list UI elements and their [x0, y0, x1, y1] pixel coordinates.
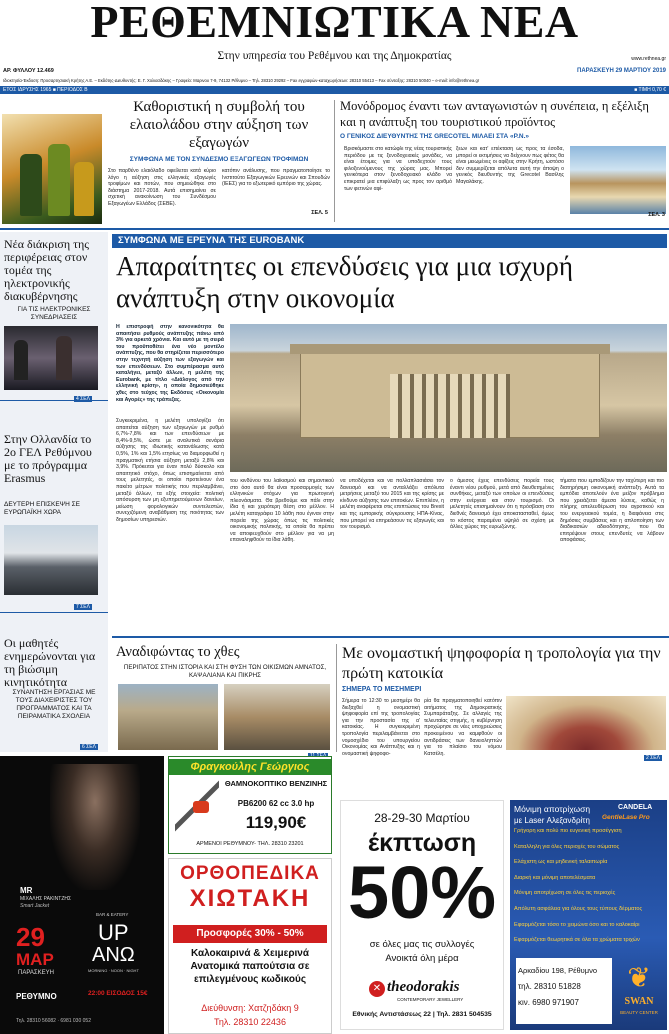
history-photo-2: [224, 684, 330, 750]
masthead-title: ΡΕΘΕΜΝΙΩΤΙΚΑ ΝΕΑ: [90, 0, 579, 47]
ad-ortho-offer: Προσφορές 30% - 50%: [173, 925, 327, 943]
ad-sale-text-2: Ανοικτά όλη μέρα: [385, 953, 459, 964]
lead-headline: Απαραίτητες οι επενδύσεις για μια ισχυρή ανάπτυξη στην οικονομία: [116, 251, 573, 313]
tourism-col-1: Βρισκόμαστε στο κατώφλι της νέας τουριστικής περιόδου με τις ξενοδοχειακές μονάδες, να είναι έτοιμες για να υποδεχτούν τους φιλοξενούμενους της χώρας μας. Μπορεί γενικότερα στον ξενοδοχειακό κλάδο να επικρατεί μια επιφύλαξη ως προς τον αριθμό των φετινών αφί-: [344, 146, 452, 192]
side1-headline: Νέα διάκριση της περιφέρειας στον τομέα της ηλεκτρονικής διακυβέρνησης: [4, 237, 90, 303]
ad-club-day: 29: [16, 922, 45, 952]
info-line: Ιδιοκτησία-Έκδοση: Προσαρτησιακή Κρήτης Α.Ε. – Εκδότης-Διευθυντής: Ε. Γ. Χολιασδάκης – Γραφείο: Μαρινου 7-9, 74132 Ρέθυμνο – Τηλ. 28310 29292 – Fax εγγραφών-καταχωρήσεων: 28310 55413 – Fax σύνταξης: 28310 50040 – e-mail: info@rethnea.gr: [3, 78, 480, 83]
ad-sale-word: έκπτωση: [367, 829, 477, 857]
ad-sale-brand: theodorakis: [387, 979, 460, 995]
ad-ortho[interactable]: [168, 858, 332, 1034]
vote-page-label: 2 ΣΕΛ: [646, 755, 660, 761]
ad-club-note: Smart Jacket: [20, 903, 50, 909]
ad-laser-phone: τηλ. 28310 51828: [518, 982, 581, 991]
ad-laser-title-2: με Laser Αλεξανδρίτη: [514, 816, 590, 825]
lead-body-2: του κινδύνου του λαϊκισμού και σημαντικού στο όσο αυτό θα είναι προσαρμογές των ελληνικών στόχων για πρωτογενή πλεονάσματα. Θα βρεθούμε και πάλι στην ίδια ή και χειρότερη θέση στο μέλλον. Η μελέτη καταγράφει 10 λάθη που έγιναν στην πορεία της χώρας όπως τις πολιτικές οικονομικής πολιτικής, τα οποία θα πρέπει να αποφευχθούν στο μέλλον για να μη επαναληφθούν τα ίδια λάθη.: [230, 478, 334, 544]
ad-club-venue-sub: MORNING · NOON · NIGHT: [88, 968, 139, 973]
divider-vertical-top: [334, 100, 335, 222]
lead-kicker: ΣΥΜΦΩΝΑ ΜΕ ΕΡΕΥΝΑ ΤΗΣ EUROBANK: [112, 234, 667, 248]
ad-garden-product: ΘΑΜΝΟΚΟΠΤΙΚΟ ΒΕΝΖΙΝΗΣ: [224, 779, 328, 788]
ad-ortho-name-2: ΧΙΩΤΑΚΗ: [189, 885, 311, 912]
lead-body-4: ο άμεσος έχεις επενδύσεις πορεία τους έναντι νέου ρυθμού, μετά από διευθετημένες συνθήκες, μεταξύ των οποίων οι επενδύσεις στην ενέργεια και στον τουρισμό. Οι μελετητές επισημαίνουν ότι η πρόσβαση στο διεθνές δανεισμό έχει αποκατασταθεί, όμως το κόστος παραμένει υψηλό σε σχέση με άλλες χώρες της ευρωζώνης.: [450, 478, 554, 531]
ad-garden-address: ΑΡΜΕΝΟΙ ΡΕΘΥΜΝΟΥ- ΤΗΛ. 28310 23201: [196, 841, 304, 847]
ad-ortho-text: Καλοκαιρινά & Χειμερινά Ανατομικά παπούτσια σε επιλεγμένους κωδικούς: [190, 948, 310, 985]
price: ■ ΤΙΜΗ 0,70 €: [634, 87, 666, 93]
side2-page-ref[interactable]: [74, 593, 92, 612]
ad-laser-address: Αρκαδίου 198, Ρέθυμνο: [518, 966, 598, 975]
ad-laser[interactable]: [510, 800, 667, 1030]
side-story-3[interactable]: [0, 612, 108, 752]
vote-col-2: ρία θα πραγματοποιηθεί κατόπιν αιτήματος της Δημοκρατικής Συμπαράταξης. Σε αλλαγές της τελευταίας στιγμής, η κυβέρνηση προχώρησε σε νέες υποχρεώσεις προκειμένου να καμφθούν οι αντιδράσεις των δανειοληπτών για το πλαίσιο του νόμου Κατσέλη.: [424, 698, 502, 757]
side1-subhead: ΓΙΑ ΤΙΣ ΗΛΕΚΤΡΟΝΙΚΕΣ ΣΥΝΕΔΡΙΑΣΕΙΣ: [17, 306, 91, 321]
side-story-2[interactable]: [0, 400, 108, 612]
ad-laser-bullet: Καταλληλη για όλες περιοχές του σώματος: [514, 843, 620, 850]
history-story[interactable]: [112, 640, 334, 754]
story-olive[interactable]: [0, 96, 332, 226]
masthead-subtitle: Στην υπηρεσία του Ρεθέμνου και της Δημοκρατίας: [217, 50, 452, 62]
side3-headline: Οι μαθητές ενημερώνονται για τη βιώσιμη κινητικότητα: [4, 636, 96, 689]
ad-laser-brand: SWAN: [624, 996, 654, 1007]
tourism-subhead: Ο ΓΕΝΙΚΟΣ ΔΙΕΥΘΥΝΤΗΣ ΤΗΣ GRECOTEL ΜΙΛΑΕΙ ΣΤΑ «Ρ.Ν.»: [340, 133, 529, 140]
ad-laser-bullet: Εφαρμόζεται τόσο το χειμώνα όσο και το καλοκαίρι: [514, 921, 640, 928]
issue-number: ΑΡ. ΦΥΛΛΟΥ 12.469: [3, 68, 54, 74]
olive-col-2: κατόπιν ανάλυσης, που πραγματοποίησε το Ινστιτούτο Εξαγωγικών Ερευνών και Σπουδών (ΙΕΕΣ) για το εξωτερικό εμπόριο της χώρας.: [222, 168, 330, 188]
ad-garden-trimmer-image: [175, 779, 219, 835]
founded-bar: [0, 86, 669, 94]
olive-headline: Καθοριστική η συμβολή του ελαιολάδου στην αύξηση των εξαγωγών: [129, 99, 309, 151]
ad-laser-logo-sub: GentleLase Pro: [602, 814, 650, 821]
tourism-headline: Μονόδρομος έναντι των ανταγωνιστών η συνέπεια, η εξέλιξη και η ανάπτυξη του τουριστικού προϊόντος: [340, 99, 649, 129]
ad-sale-dates: 28-29-30 Μαρτίου: [374, 811, 470, 825]
ad-club-venue-2: ΑΝΩ: [92, 944, 135, 966]
ad-garden[interactable]: [168, 756, 332, 854]
side1-photo: [4, 326, 98, 390]
ad-sale[interactable]: [340, 800, 504, 1030]
olive-col-1: Στο παρθένο ελαιόλαδο οφείλεται κατά κύριο λόγο η αύξηση στις ελληνικές εξαγωγές τροφίμων και ποτών, που σημειώθηκε στο διάστημα 2017-2018. Αυτά επισημαίνει σε σχετική ανακοίνωση του Συνδέσμου Εξαγωγέων Ελλάδος (ΣΕΒΕ).: [108, 168, 216, 207]
lead-intro: Η επιστροφή στην κανονικότητα θα απαιτήσει ρυθμούς ανάπτυξης πάνω από 3% για αρκετά χρόνια. Και αυτό με τη σειρά του προϋποθέτει ένα νέο μοντέλο ανάπτυξης, που θα στηρίζεται περισσότερο στην τεχνητή αύξηση των εξαγωγών και των επενδύσεων. Στο συμπέρασμα αυτό καταλήγει, μεταξύ άλλων, η μελέτη της Eurobank, με τίτλο «Διάλογος από την ελληνική κρίση», η οποία δημοσιεύθηκε χθες στο τεύχος της Εκδόσεις «Οικονομία και Αγορές» της τράπεζας.: [116, 324, 224, 403]
ad-laser-bullet: Γρήγορη και πολύ πιο ευγενική προσέγγιση: [514, 828, 622, 834]
ad-sale-text: σε όλες μας τις συλλογές: [369, 939, 475, 950]
parliament-photo: [230, 324, 667, 472]
vote-col-1: Σήμερα το 12:30 το μεσημέρι θα διεξαχθεί η ονομαστική ψηφοφορία επί της τροπολογίας για την προστασία της α' κατοικίας. Η συγκεκριμένη τροπολογία περιλαμβάνεται στο νομοσχέδιο του υπουργείου Οικονομίας και Ανάπτυξης και η ονομαστική ψηφοφο-: [342, 698, 420, 757]
lead-body-1: Συγκεκριμένα, η μελέτη υπολογίζει ότι απαιτείται αύξηση των εξαγωγών με ρυθμό 6,7%-7,8% και των επενδύσεων με 8,4%-9,5%, ώστε με αναλυτικά σενάρια αύξησης της ιδιωτικής κατανάλωσης κατά 0,5%, 1% και 1,5% ετησίως να διαμορφωθεί η πραγματική ετήσια αύξηση μεταξύ 2,8% και 3,9%. Πρόκειται για έναν πολύ δύσκολο και απαιτητικό στόχο, όπως επισημαίνεται από τους μελετητές, οι οποίοι προτείνουν ένα πακέτο μέτρων πολιτικής που περιλαμβάνει, μεταξύ άλλων, τα εξής στοιχεία: πολιτική απόσυρση των μη εξυπηρετούμενων δανείων, μείωση φορολογικών συντελεστών, συνεχιζόμενη αναβάθμιση της ποιότητας των δημοσίων υπηρεσιών.: [116, 418, 224, 523]
ad-laser-bullets: [514, 828, 663, 952]
divider-vertical-mid: [336, 644, 337, 752]
side2-headline: Στην Ολλανδία το 2ο ΓΕΛ Ρεθύμνου με το πρόγραμμα Erasmus: [4, 432, 92, 485]
ad-club-person: ΜΙΧΑΛΗΣ ΡΑΚΙΝΤΖΗΣ: [20, 896, 72, 902]
vote-page-ref[interactable]: [644, 744, 662, 763]
side1-page-label: 4 ΣΕΛ: [76, 396, 90, 402]
tourism-page-ref[interactable]: ΣΕΛ. 3: [648, 212, 665, 218]
ad-garden-name: Φραγκούλης Γεώργιος: [169, 759, 331, 775]
resort-photo: [570, 146, 666, 214]
ad-club-month: ΜΑΡ: [16, 950, 54, 969]
website[interactable]: www.rethnea.gr: [631, 56, 666, 62]
ad-garden-price: 119,90€: [245, 813, 307, 832]
side3-page-label: 6 ΣΕΛ: [82, 744, 96, 750]
ad-club-city: ΡΕΘΥΜΝΟ: [16, 992, 57, 1001]
lead-body-5: τήματα που εμποδίζουν την ταχύτερη και πιο διατηρήσιμη οικονομική ανάπτυξη. Αυτά τα εμπόδια αποτελούν ένα μείζον πρόβλημα που χρειάζεται άμεσα λύσεις, καθώς η πλήρης απελευθέρωση του αγροτικού και του ενεργειακού τομέα, η διαφάνεια στις δημόσιες συμβάσεις και η απλοποίηση των διαδικασιών αδειοδότησης, που θα επιτρέψουν στους επενδυτές να λάβουν αποφάσεις.: [560, 478, 664, 544]
ad-club-venue-1: UP: [98, 920, 129, 945]
side2-subhead: ΔΕΥΤΕΡΗ ΕΠΙΣΚΕΨΗ ΣΕ ΕΥΡΩΠΑΪΚΗ ΧΩΡΑ: [4, 501, 80, 516]
side-story-1[interactable]: [0, 234, 108, 400]
ad-ortho-phone: Τηλ. 28310 22436: [214, 1017, 286, 1027]
swan-logo-icon: ❦: [627, 961, 651, 994]
divider-horizontal-2: [112, 636, 669, 638]
ad-club-venue-tag: BAR & EATERY: [96, 912, 129, 917]
ad-laser-logo: CANDELA: [618, 804, 653, 811]
issue-date: ΠΑΡΑΣΚΕΥΗ 29 ΜΑΡΤΙΟΥ 2019: [576, 68, 666, 74]
ad-ortho-name-1: ΟΡΘΟΠΕΔΙΚΑ: [180, 863, 320, 884]
side3-page-ref[interactable]: [80, 733, 98, 752]
ad-club[interactable]: [0, 756, 164, 1034]
lead-body-3: να υποδέχεται και να πολλαπλασιάσει τον δανεισμό και να ανταλλάξει απόλυτα μετρήσεις μεταξύ του 2015 και της κρίσης με κίνδυνο αύξησης των επιτοκίων. Επιπλέον, η μελέτη αναφέρεται στις επιπτώσεις του Brexit και της εμπορικής σύγκρουσης ΗΠΑ-Κίνας, που μπορεί να επηρεάσουν τις εξαγωγές και τον τουρισμό.: [340, 478, 444, 531]
side2-photo: [4, 525, 98, 595]
founded: ΕΤΟΣ ΙΔΡΥΣΗΣ 1965 ■ ΠΕΡΙΟΔΟΣ Β: [3, 87, 88, 93]
olive-oil-photo: [2, 114, 102, 224]
history-photo: [118, 684, 218, 750]
history-subhead: ΠΕΡΙΠΑΤΟΣ ΣΤΗΝ ΙΣΤΟΡΙΑ ΚΑΙ ΣΤΗ ΦΥΣΗ ΤΩΝ ΟΙΚΙΣΜΩΝ ΑΜΝΑΤΟΣ, ΚΑΨΑΛΙΑΝΑ ΚΑΙ ΠΙΚΡΗΣ: [123, 664, 327, 679]
ad-club-time: 22:00 ΕΙΣΟΔΟΣ 15€: [88, 990, 148, 997]
ad-club-person-photo: [50, 764, 140, 890]
divider-horizontal-1: [0, 228, 669, 230]
history-headline: Αναδιφώντας το χθες: [116, 644, 240, 660]
ad-sale-address: Εθνικής Αντιστάσεως 22 | Τηλ. 2831 504535: [352, 1011, 492, 1018]
ad-club-brand: MR: [20, 886, 33, 895]
ad-laser-bullet: Μόνιμη αποτρίχωση σε όλες τις περιοχές: [514, 890, 616, 897]
ad-laser-brand-sub: BEAUTY CENTER: [620, 1010, 658, 1015]
story-tourism[interactable]: [336, 96, 669, 226]
masthead: [0, 0, 669, 83]
olive-subhead: ΣΥΜΦΩΝΑ ΜΕ ΤΟΝ ΣΥΝΔΕΣΜΟ ΕΞΑΓΩΓΕΩΝ ΤΡΟΦΙΜΩΝ: [129, 156, 309, 163]
ad-laser-mobile: κιν. 6980 971907: [518, 998, 579, 1007]
ad-ortho-address: Διεύθυνση: Χατζηδάκη 9: [201, 1003, 299, 1013]
ad-laser-bullet: Απόλυτη ασφάλεια για όλους τους τύπους δέρματος: [514, 905, 643, 912]
vote-story[interactable]: [338, 640, 669, 761]
olive-page-ref[interactable]: ΣΕΛ. 5: [311, 210, 328, 216]
ad-garden-model: PB6200 62 cc 3.0 hp: [237, 799, 315, 808]
vote-headline: Με ονομαστική ψηφοφορία η τροπολογία για την πρώτη κατοικία: [342, 645, 661, 682]
tourism-col-2: ξεων και κατ' επέκταση ως προς τα έσοδα, μπορεί οι εκτιμήσεις να δείχνουν πως φέτος θα είναι μειωμένες οι αφίξεις στην Κρήτη, ωστόσο δεν συμμερίζεται απόλυτα αυτή την άποψη ο γενικός διευθυντής της Grecotel Βασίλης Μαγαλάκης.: [456, 146, 564, 185]
ad-club-phone: Τηλ. 28310 56082 · 6981 030 052: [16, 1018, 91, 1024]
parliament-session-photo: [506, 696, 666, 750]
ad-sale-brand-sub: CONTEMPORARY JEWELLERY: [397, 997, 464, 1002]
ad-sale-logo-icon: ✕: [369, 981, 385, 997]
ad-laser-title-1: Μόνιμη αποτρίχωση: [514, 804, 591, 814]
vote-subhead: ΣΗΜΕΡΑ ΤΟ ΜΕΣΗΜΕΡΙ: [342, 686, 422, 693]
ad-laser-bullet: Εφαρμόζεται θεωρητικά σε όλα τα χρώματα τριχών: [514, 937, 640, 944]
ad-sale-percent: 50%: [347, 851, 497, 934]
ad-laser-bullet: Διαρκή και μόνιμη αποτελέσματα: [514, 874, 596, 881]
side2-page-label: 7 ΣΕΛ: [76, 604, 90, 610]
side3-subhead: ΣΥΝΑΝΤΗΣΗ ΕΡΓΑΣΙΑΣ ΜΕ ΤΟΥΣ ΔΙΑΧΕΙΡΙΣΤΕΣ ΤΟΥ ΠΡΟΓΡΑΜΜΑΤΟΣ ΚΑΙ ΤΑ ΠΕΙΡΑΜΑΤΙΚΑ ΣΧΟΛΕΙΑ: [12, 689, 96, 720]
ad-club-weekday: ΠΑΡΑΣΚΕΥΗ: [18, 970, 54, 976]
lead-story[interactable]: [112, 234, 667, 630]
ad-laser-bullet: Ελάχιστη ως και μηδενική ταλαιπωρία: [514, 859, 608, 866]
